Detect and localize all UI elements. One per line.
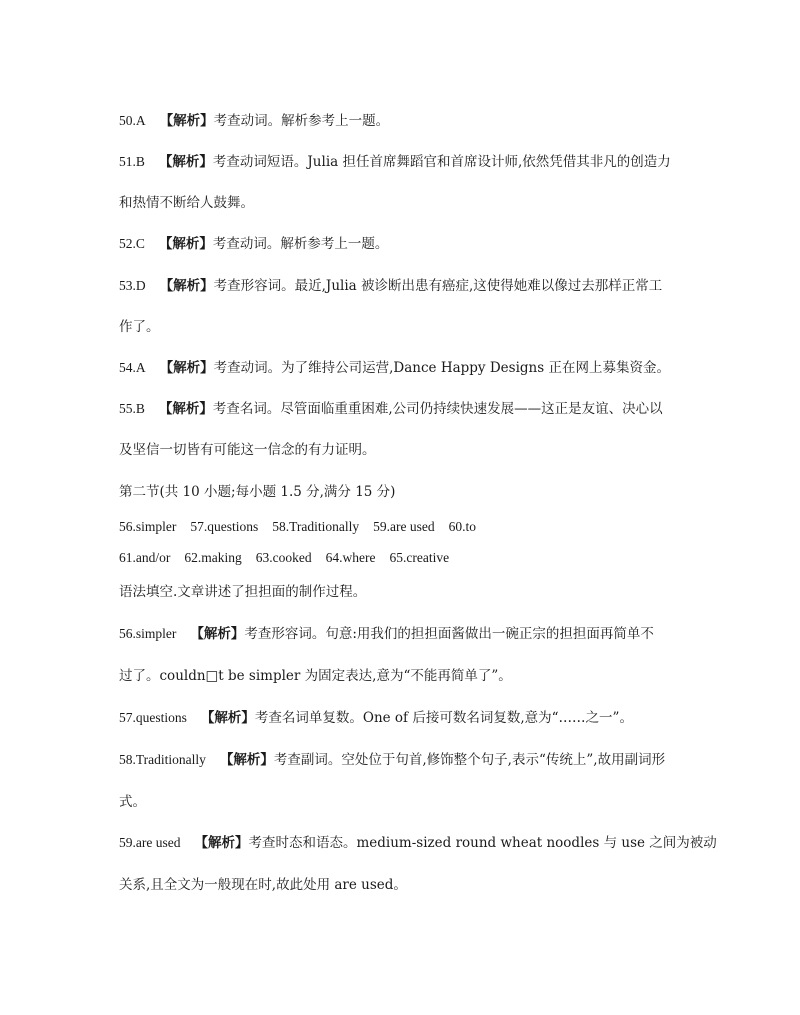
analysis-tag: 【解析】 [158, 401, 213, 417]
analysis-text: 考查名词。尽管面临重重困难,公司仍持续快速发展——这正是友谊、决心以 [212, 401, 663, 417]
answer-key: 61.and/or [119, 550, 171, 565]
answer-51 [119, 152, 700, 172]
item-number: 50.A [119, 113, 146, 128]
explanation-56-continuation: 过了。couldn□t be simpler 为固定表达,意为“不能再简单了”。 [119, 668, 512, 684]
answer-53 [119, 276, 700, 296]
analysis-text: 考查动词短语。Julia 担任首席舞蹈官和首席设计师,依然凭借其非凡的创造力 [212, 154, 671, 170]
answer-54 [119, 358, 700, 378]
answer-key: 65.creative [389, 550, 450, 565]
analysis-text: 考查副词。空处位于句首,修饰整个句子,表示“传统上”,故用副词形 [273, 752, 666, 768]
answer-key: 62.making [184, 550, 242, 565]
item-number: 56.simpler [119, 626, 177, 641]
item-number: 51.B [119, 154, 145, 169]
analysis-text: 考查名词单复数。One of 后接可数名词复数,意为“……之一”。 [254, 710, 633, 726]
analysis-text: 考查形容词。最近,Julia 被诊断出患有癌症,这使得她难以像过去那样正常工 [213, 278, 663, 294]
answer-52 [119, 234, 700, 254]
analysis-text: 考查时态和语态。medium-sized round wheat noodles 与 use 之间为被动 [248, 835, 717, 851]
explanation-57 [119, 708, 700, 728]
analysis-tag: 【解析】 [200, 710, 255, 726]
analysis-text: 考查动词。解析参考上一题。 [213, 113, 390, 129]
answer-key: 63.cooked [255, 550, 312, 565]
answer-key: 60.to [448, 519, 477, 534]
analysis-tag: 【解析】 [159, 360, 214, 376]
item-number: 55.B [119, 401, 145, 416]
answers-row-1 [119, 517, 700, 537]
analysis-text: 考查动词。为了维持公司运营,Dance Happy Designs 正在网上募集资金。 [213, 360, 670, 376]
analysis-text: 考查动词。解析参考上一题。 [212, 236, 389, 252]
answer-key: 64.where [325, 550, 376, 565]
passage-intro: 语法填空.文章讲述了担担面的制作过程。 [119, 584, 367, 600]
item-number: 53.D [119, 278, 146, 293]
analysis-tag: 【解析】 [194, 835, 249, 851]
item-number: 52.C [119, 236, 145, 251]
answer-51-continuation: 和热情不断给人鼓舞。 [119, 195, 254, 211]
section-title: 第二节(共 10 小题;每小题 1.5 分,满分 15 分) [119, 484, 396, 500]
item-number: 57.questions [119, 710, 187, 725]
analysis-tag: 【解析】 [219, 752, 274, 768]
explanation-56 [119, 624, 700, 644]
explanation-59 [119, 833, 717, 853]
analysis-tag: 【解析】 [158, 154, 213, 170]
item-number: 59.are used [119, 835, 181, 850]
analysis-tag: 【解析】 [159, 113, 214, 129]
analysis-tag: 【解析】 [158, 236, 213, 252]
answer-key: 59.are used [373, 519, 435, 534]
item-number: 54.A [119, 360, 146, 375]
answer-55 [119, 399, 700, 419]
answers-row-2 [119, 548, 700, 568]
answer-55-continuation: 及坚信一切皆有可能这一信念的有力证明。 [119, 442, 376, 458]
answer-53-continuation: 作了。 [119, 319, 160, 335]
analysis-text: 考查形容词。句意:用我们的担担面酱做出一碗正宗的担担面再简单不 [244, 626, 654, 642]
analysis-tag: 【解析】 [159, 278, 214, 294]
answer-key: 56.simpler [119, 519, 177, 534]
explanation-59-continuation: 关系,且全文为一般现在时,故此处用 are used。 [119, 877, 407, 893]
answer-key: 58.Traditionally [272, 519, 360, 534]
answer-50 [119, 111, 700, 131]
explanation-58 [119, 750, 700, 770]
answer-key: 57.questions [190, 519, 259, 534]
analysis-tag: 【解析】 [190, 626, 245, 642]
explanation-58-continuation: 式。 [119, 794, 146, 810]
item-number: 58.Traditionally [119, 752, 206, 767]
